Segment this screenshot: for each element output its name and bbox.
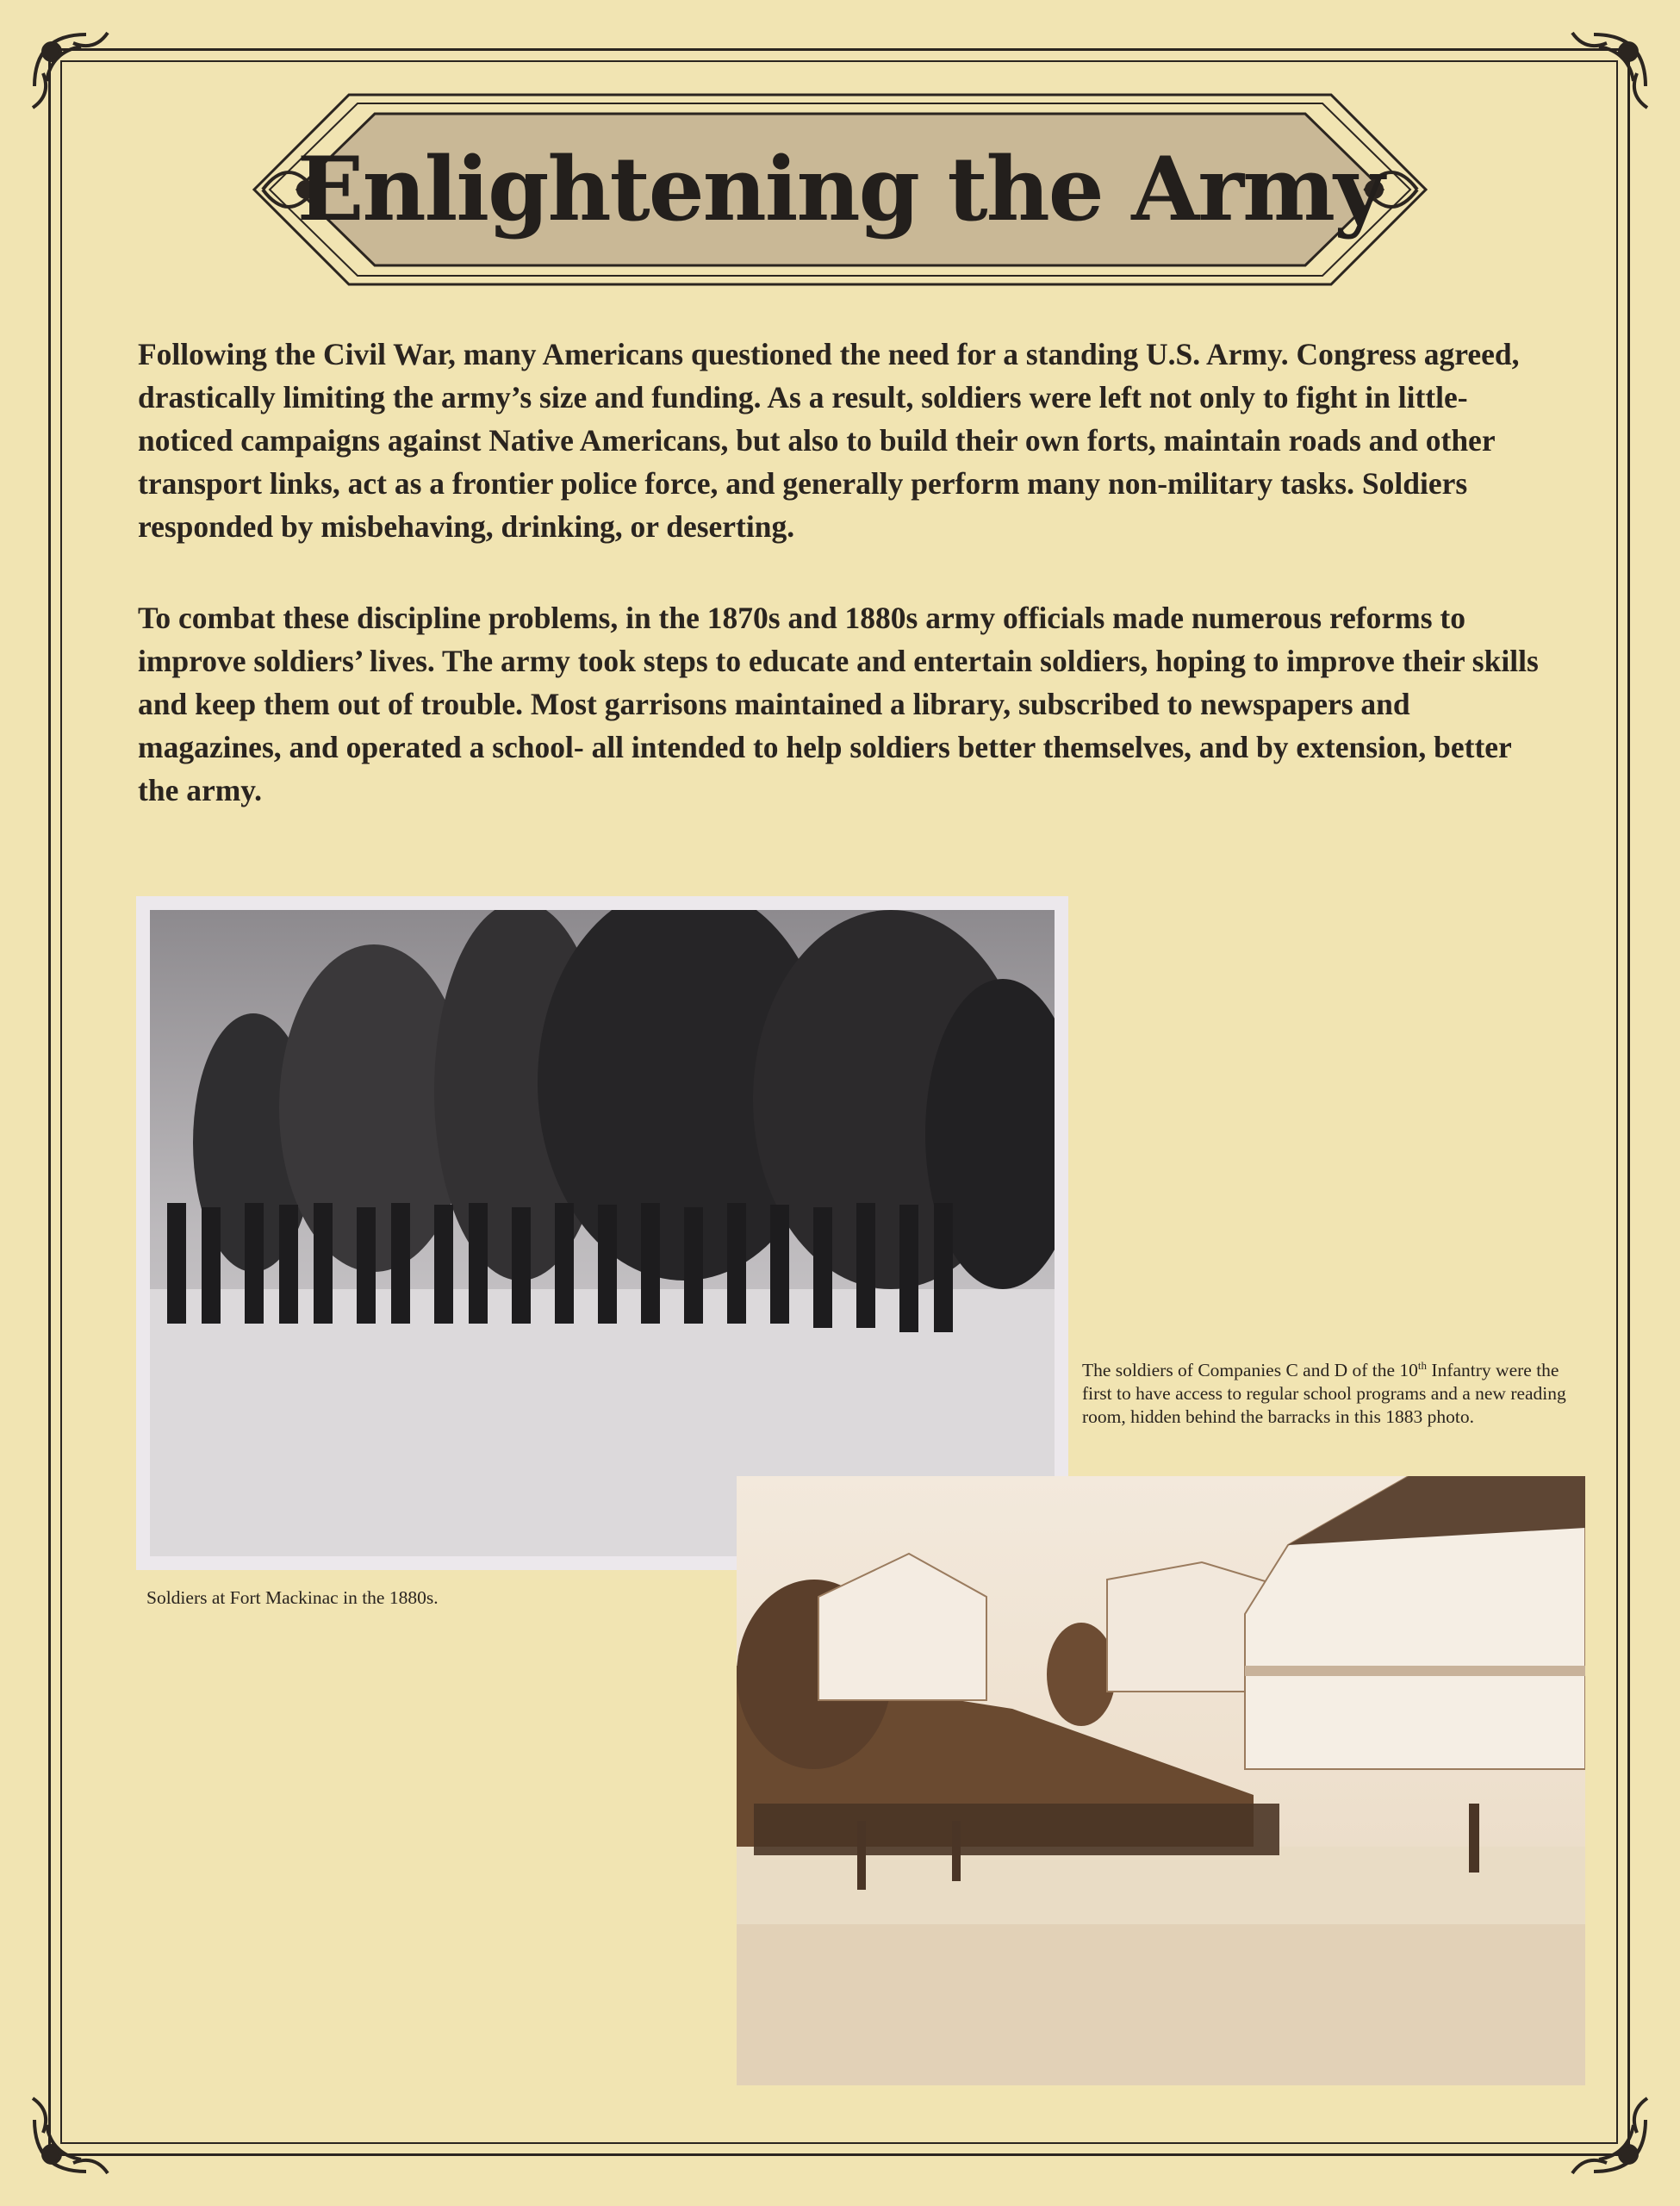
title-banner — [246, 86, 1434, 293]
soldiers-photo — [136, 896, 1068, 1570]
page-title: Enlightening the Army — [296, 138, 1384, 241]
reforms-paragraph: To combat these discipline problems, in the 1870s and 1880s army officials made numerous reforms to improve soldiers’ lives. The army took steps to educate and entertain soldiers, hoping to improve their skills and keep them out of trouble. Most garrisons maintained a library, subscribed to newspapers and magazines, and operated a school- all intended to help soldiers better themselves, and by extension, better the army. — [138, 601, 1539, 807]
barracks-photo — [737, 1476, 1585, 2085]
corner-flourish-icon — [1559, 26, 1654, 121]
first-photo-caption: Soldiers at Fort Mackinac in the 1880s. — [146, 1587, 439, 1608]
corner-flourish-icon — [26, 26, 121, 121]
corner-flourish-icon — [26, 2085, 121, 2180]
intro-paragraph: Following the Civil War, many Americans questioned the need for a standing U.S. Army. Congress agreed, drastically limiting the army’s size and funding. As a result, soldiers were left not only to fight in little-noticed campaigns against Native Americans, but also to build their own forts, maintain roads and other transport links, act as a frontier police force, and generally perform many non-military tasks. Soldiers responded by misbehaving, drinking, or deserting. — [138, 337, 1520, 544]
second-photo-caption: The soldiers of Companies C and D of the 10th Infantry were the first to have access to regular school programs and a new reading room, hidden behind the barracks in this 1883 photo. — [1082, 1359, 1566, 1427]
corner-flourish-icon — [1559, 2085, 1654, 2180]
